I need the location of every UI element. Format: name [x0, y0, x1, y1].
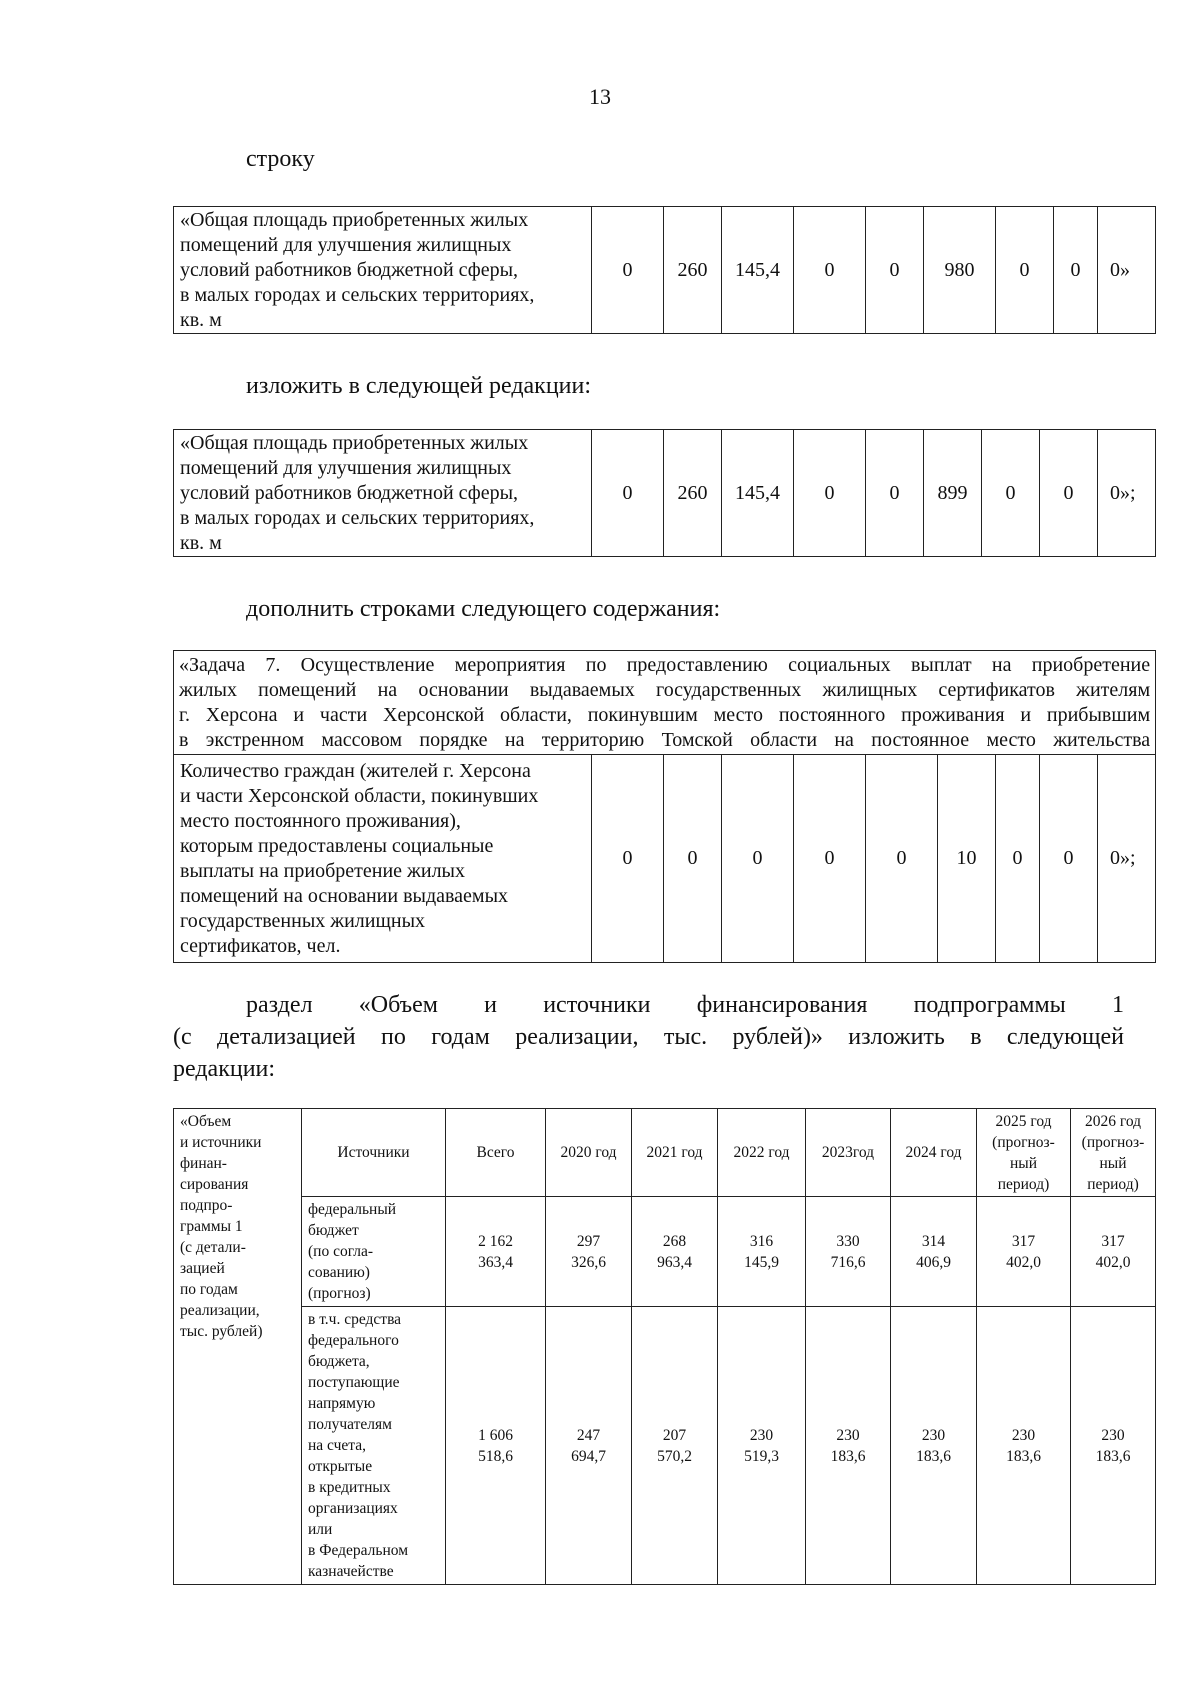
- paragraph-line: (с детализацией по годам реализации, тыс. рублей)» изложить в следующей: [173, 1024, 1124, 1050]
- source-line: (прогноз): [308, 1285, 371, 1302]
- value-cell: [977, 1307, 1071, 1585]
- value-cell: 260: [664, 207, 722, 334]
- header-line: период): [1087, 1175, 1139, 1193]
- value-cell: 0: [1054, 207, 1098, 334]
- label-line: (с детали-: [180, 1239, 246, 1256]
- paragraph-line-dopolnit: дополнить строками следующего содержания:: [246, 596, 721, 622]
- value-cell: 0: [794, 430, 866, 557]
- desc-line: место постоянного проживания),: [180, 809, 461, 832]
- source-line: получателям: [308, 1416, 392, 1433]
- value-line: 1 606: [478, 1426, 513, 1444]
- desc-line: помещений на основании выдаваемых: [180, 884, 509, 907]
- value-cell: [977, 1197, 1071, 1307]
- header-line: (прогноз-: [1081, 1133, 1145, 1151]
- source-line: на счета,: [308, 1437, 367, 1454]
- value-cell: 0»: [1098, 207, 1156, 334]
- header-line: ный: [1009, 1154, 1037, 1172]
- value-line: 247: [576, 1426, 601, 1444]
- table-row: [174, 1307, 1156, 1585]
- value-cell: 0: [866, 430, 924, 557]
- table-financing: [173, 1108, 1156, 1585]
- label-line: граммы 1: [180, 1218, 243, 1235]
- desc-line: условий работников бюджетной сферы,: [180, 481, 519, 504]
- value-cell: [718, 1307, 806, 1585]
- value-cell: [632, 1197, 718, 1307]
- value-cell: [806, 1197, 891, 1307]
- source-line: сованию): [308, 1264, 370, 1281]
- value-cell: 0: [866, 207, 924, 334]
- value-cell: 145,4: [722, 430, 794, 557]
- header-total: Всего: [446, 1109, 546, 1197]
- indicator-description: [174, 207, 592, 334]
- header-2023: 2023год: [806, 1109, 891, 1197]
- table-old-row: [173, 206, 1156, 334]
- indicator-description: [174, 430, 592, 557]
- value-line: 207: [662, 1426, 687, 1444]
- desc-line: государственных жилищных: [180, 909, 426, 932]
- value-cell: 0: [1040, 430, 1098, 557]
- page-number: 13: [589, 84, 611, 109]
- value-line: 145,9: [744, 1253, 779, 1271]
- value-cell: 0: [996, 207, 1054, 334]
- value-cell: 0: [996, 755, 1040, 963]
- value-line: 518,6: [478, 1447, 513, 1465]
- header-line: 2026 год: [1084, 1112, 1142, 1130]
- value-line: 183,6: [1006, 1447, 1041, 1465]
- desc-line: выплаты на приобретение жилых: [180, 859, 465, 882]
- source-line: поступающие: [308, 1374, 400, 1391]
- source-line: федерального: [308, 1332, 399, 1349]
- value-line: 363,4: [478, 1253, 513, 1271]
- task-description: [174, 651, 1156, 755]
- label-line: финан-: [180, 1155, 227, 1172]
- value-line: 230: [836, 1426, 860, 1444]
- desc-line: помещений для улучшения жилищных: [180, 233, 512, 256]
- value-cell: 145,4: [722, 207, 794, 334]
- value-line: 317: [1101, 1232, 1125, 1250]
- desc-line: кв. м: [180, 308, 222, 331]
- value-cell: 0: [722, 755, 794, 963]
- value-cell: [446, 1197, 546, 1307]
- task-line: «Задача 7. Осуществление мероприятия по предоставлению социальных выплат на приобретение: [179, 653, 1151, 676]
- value-cell: 980: [924, 207, 996, 334]
- header-2025: [977, 1109, 1071, 1197]
- value-line: 317: [1011, 1232, 1036, 1250]
- paragraph-line: раздел «Объем и источники финансирования подпрограммы 1: [246, 992, 1124, 1018]
- value-cell: [1071, 1197, 1156, 1307]
- value-cell: [806, 1307, 891, 1585]
- value-cell: [891, 1197, 977, 1307]
- value-cell: [891, 1307, 977, 1585]
- value-cell: 0: [592, 207, 664, 334]
- source-line: в кредитных: [308, 1479, 391, 1496]
- source-line: в т.ч. средства: [308, 1311, 402, 1328]
- value-cell: 0: [794, 755, 866, 963]
- paragraph-line-izlozhit: изложить в следующей редакции:: [246, 373, 592, 399]
- desc-line: которым предоставлены социальные: [180, 834, 494, 857]
- value-cell: 10: [938, 755, 996, 963]
- source-line: бюджета,: [308, 1353, 370, 1370]
- value-line: 330: [836, 1232, 860, 1250]
- value-cell: [718, 1197, 806, 1307]
- desc-line: помещений для улучшения жилищных: [180, 456, 512, 479]
- indicator-description: [174, 755, 592, 963]
- value-cell: 0: [982, 430, 1040, 557]
- source-line: напрямую: [308, 1395, 376, 1412]
- task-line: г. Херсона и части Херсонской области, покинувшим место постоянного проживания и прибывшим: [179, 703, 1151, 726]
- desc-line: и части Херсонской области, покинувших: [180, 784, 539, 807]
- header-line: (прогноз-: [992, 1133, 1055, 1151]
- value-cell: 0: [866, 755, 938, 963]
- value-line: 694,7: [571, 1447, 606, 1465]
- desc-line: кв. м: [180, 531, 222, 554]
- desc-line: «Общая площадь приобретенных жилых: [180, 208, 529, 231]
- value-line: 230: [1011, 1426, 1036, 1444]
- header-2021: 2021 год: [632, 1109, 718, 1197]
- value-line: 406,9: [916, 1253, 951, 1271]
- value-line: 402,0: [1006, 1253, 1041, 1271]
- header-2020: 2020 год: [546, 1109, 632, 1197]
- value-cell: [1071, 1307, 1156, 1585]
- desc-line: Количество граждан (жителей г. Херсона: [180, 759, 531, 782]
- desc-line: «Общая площадь приобретенных жилых: [180, 431, 529, 454]
- header-line: ный: [1099, 1154, 1127, 1172]
- header-line: 2025 год: [995, 1112, 1052, 1130]
- label-line: и источники: [180, 1134, 262, 1151]
- header-sources: Источники: [302, 1109, 446, 1197]
- table-new-row: [173, 429, 1156, 557]
- value-line: 314: [921, 1232, 946, 1250]
- value-line: 183,6: [1095, 1447, 1131, 1465]
- value-line: 230: [1101, 1426, 1125, 1444]
- source-line: в Федеральном: [308, 1542, 409, 1559]
- value-cell: 0: [1040, 755, 1098, 963]
- header-2022: 2022 год: [718, 1109, 806, 1197]
- source-line: федеральный: [308, 1201, 397, 1218]
- value-line: 268: [662, 1232, 687, 1250]
- value-line: 183,6: [830, 1447, 866, 1465]
- value-line: 402,0: [1095, 1253, 1131, 1271]
- value-line: 570,2: [657, 1447, 692, 1465]
- value-cell: 0: [592, 430, 664, 557]
- table-row: [174, 1197, 1156, 1307]
- financing-label-cell: [174, 1109, 302, 1585]
- value-line: 316: [749, 1232, 774, 1250]
- source-line: казначействе: [308, 1563, 394, 1580]
- task-line: в экстренном массовом порядке на территорию Томской области на постоянное место жительства: [179, 728, 1151, 751]
- table-task7: [173, 650, 1156, 963]
- value-line: 2 162: [478, 1232, 513, 1250]
- value-line: 230: [749, 1426, 774, 1444]
- value-cell: [446, 1307, 546, 1585]
- paragraph-razdel: [173, 989, 1124, 1085]
- label-line: сирования: [180, 1176, 249, 1193]
- source-cell: [302, 1197, 446, 1307]
- task-line: жилых помещений на основании выдаваемых государственных жилищных сертификатов жителям: [179, 678, 1151, 701]
- value-cell: 260: [664, 430, 722, 557]
- value-cell: 0: [664, 755, 722, 963]
- value-line: 326,6: [571, 1253, 606, 1271]
- value-cell: 0: [592, 755, 664, 963]
- header-line: период): [997, 1175, 1050, 1193]
- source-line: (по согла-: [308, 1243, 374, 1260]
- header-2026: [1071, 1109, 1156, 1197]
- value-line: 716,6: [830, 1253, 866, 1271]
- header-2024: 2024 год: [891, 1109, 977, 1197]
- value-line: 963,4: [657, 1253, 692, 1271]
- value-cell: 0»;: [1098, 755, 1156, 963]
- value-cell: [632, 1307, 718, 1585]
- desc-line: в малых городах и сельских территориях,: [180, 506, 535, 529]
- value-line: 519,3: [744, 1447, 779, 1465]
- source-line: бюджет: [308, 1222, 359, 1239]
- value-line: 297: [576, 1232, 601, 1250]
- value-line: 230: [921, 1426, 946, 1444]
- label-line: реализации,: [180, 1302, 260, 1319]
- desc-line: в малых городах и сельских территориях,: [180, 283, 535, 306]
- label-line: зацией: [180, 1260, 225, 1277]
- label-line: тыс. рублей): [180, 1323, 263, 1340]
- value-line: 183,6: [916, 1447, 951, 1465]
- value-cell: 0: [794, 207, 866, 334]
- label-line: подпро-: [180, 1197, 233, 1214]
- source-cell: [302, 1307, 446, 1585]
- label-line: по годам: [180, 1281, 238, 1298]
- value-cell: 899: [924, 430, 982, 557]
- value-cell: [546, 1307, 632, 1585]
- value-cell: [546, 1197, 632, 1307]
- source-line: открытые: [308, 1458, 373, 1475]
- source-line: или: [308, 1521, 333, 1538]
- value-cell: 0»;: [1098, 430, 1156, 557]
- paragraph-line-stroku: строку: [246, 146, 315, 172]
- desc-line: сертификатов, чел.: [180, 934, 341, 957]
- desc-line: условий работников бюджетной сферы,: [180, 258, 519, 281]
- paragraph-line: редакции:: [173, 1056, 276, 1082]
- source-line: организациях: [308, 1500, 398, 1517]
- label-line: «Объем: [180, 1113, 232, 1130]
